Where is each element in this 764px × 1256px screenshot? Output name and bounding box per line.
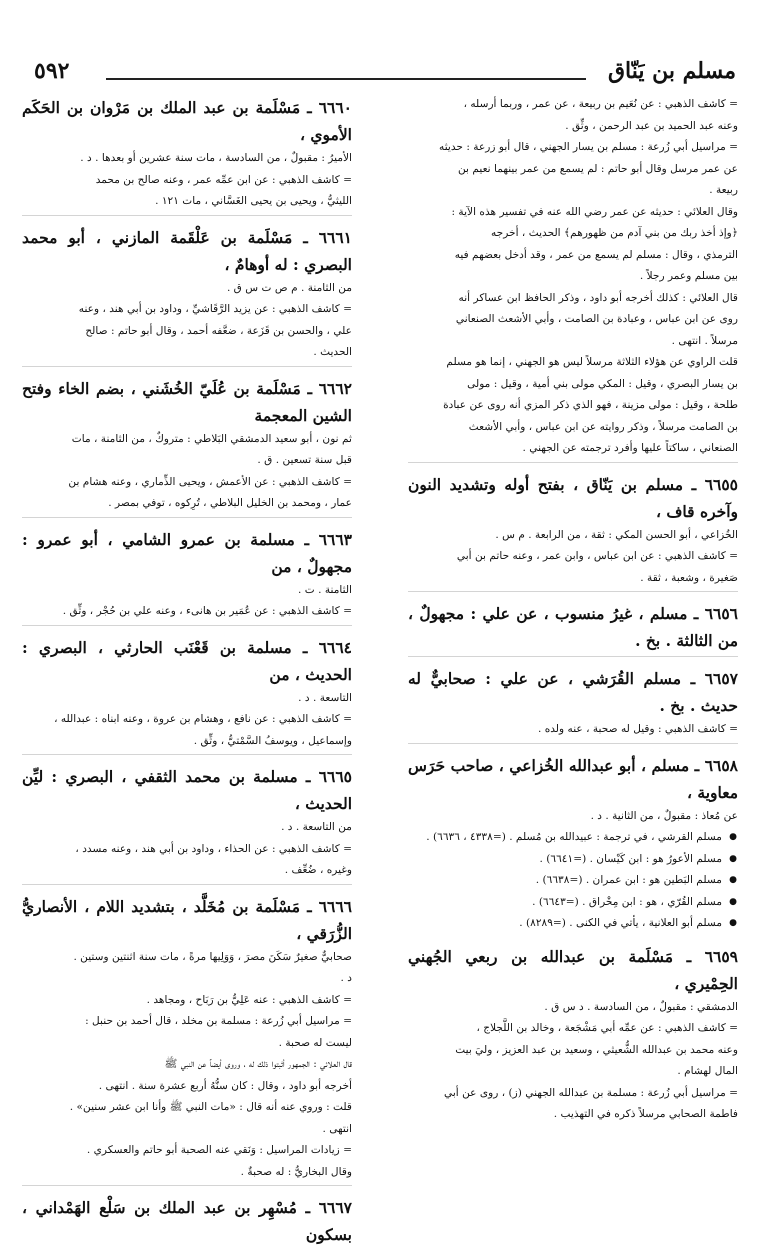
text-line: عن مُعاذ : مقبولٌ ، من الثانية . د . bbox=[590, 809, 738, 822]
kashif-line: = كاشف الذهبي : عن الحذاء ، وداود بن أبي هند ، وعنه مسدد ، bbox=[75, 842, 352, 855]
text-line: وإسماعيل ، ويوسفُ السَّمْتيُّ ، وثِّق . bbox=[22, 731, 352, 756]
entry-heading: ٦٦٦٢ ـ مَسْلَمة بن عُلَيّ الخُشَني ، بضم الخاء وفتح الشين المعجمة bbox=[22, 378, 352, 425]
text-line: ليست له صحبة . bbox=[278, 1036, 352, 1049]
entry-heading: ٦٦٦٠ ـ مَسْلَمة بن عبد الملك بن مَرْوان بن الحَكَم الأموي ، bbox=[22, 98, 352, 144]
text-line: صَغيرة ، وشعبة ، ثقة . bbox=[408, 568, 738, 593]
list-item: ● مسلم الأعورُ هو : ابن كَيْسان . (=٦٦٤١) . bbox=[408, 849, 722, 871]
entry-6663 bbox=[22, 526, 352, 626]
kashif-line: = كاشف الذهبي : عنه عَلِيُّ بن رَبَاح ، ومجاهد . bbox=[146, 993, 352, 1006]
entry-6667 bbox=[22, 1194, 352, 1248]
kashif-line: = كاشف الذهبي : عن عُمَير بن هانىء ، وعنه علي بن حُجْر ، وثِّق . bbox=[22, 601, 352, 626]
text-line: طلحة ، وقيل : مولى مزينة ، فهو الذي ذكر المزي أنه روى عن عبادة bbox=[443, 399, 738, 411]
list-item: ● مسلم القرشي ، في ترجمة : عبيدالله بن مُسلم . (=٤٣٣٨ ، ٦٦٣٦) . bbox=[408, 827, 722, 849]
text-line: الأميرُ : مقبولٌ ، من السادسة ، مات سنة عشرين أو بعدها . د . bbox=[80, 152, 352, 164]
text-line: قال العلائي : كذلك أخرجه أبو داود ، وذكر الحافظ ابن عساكر أنه bbox=[458, 291, 738, 304]
entry-6656 bbox=[408, 600, 738, 657]
text-line: وغيره ، ضُعِّف . bbox=[22, 860, 352, 885]
marasil-line: = مراسيل أبي زُرعة : مسلمة بن عبدالله الجهني (ز) ، روى عن أبي bbox=[444, 1086, 738, 1099]
entry-heading: ٦٦٦٤ ـ مسلمة بن قَعْنَب الحارثي ، البصري : الحديث ، من bbox=[22, 637, 352, 684]
entry-6665 bbox=[22, 763, 352, 885]
text-line: روى عن ابن عباس ، وعبادة بن الصامت ، وأبي الأشعث الصنعاني bbox=[455, 313, 738, 325]
entry-6666 bbox=[22, 893, 352, 1187]
entry-6660 bbox=[22, 94, 352, 216]
entry-heading: ٦٦٥٩ ـ مَسْلَمة بن عبدالله بن ربعي الجُهني الحِمْيري ، bbox=[408, 946, 738, 993]
marasil-line: = مراسيل أبي زُرعة : مسلمة بن مخلد ، قال أحمد بن حنبل : bbox=[85, 1015, 352, 1027]
text-line: قلت : وروي عنه أنه قال : «مات النبي ﷺ وأنا ابن عشر سنين» . bbox=[69, 1101, 352, 1113]
text-line: الدمشقي : مقبولٌ ، من السادسة . د س ق . bbox=[544, 1000, 738, 1013]
text-line: عن عمر مرسل وقال أبو حاتم : لم يسمع من عمر بينهما نعيم بن bbox=[457, 162, 738, 175]
list-item: ● مسلم القُرّي ، هو : ابن مِخْراق . (=٦٦٤٣) . bbox=[408, 892, 722, 914]
entry-heading: ٦٦٦٦ ـ مَسْلَمة بن مُخَلَّد ، بتشديد اللام ، الأنصاريُّ الزُّرَقي ، bbox=[22, 896, 352, 943]
kashif-line: = كاشف الذهبي : عن الأعمش ، ويحيى الذِّماري ، وعنه هشام بن bbox=[68, 475, 352, 488]
alai-line: قال العلائي : الجمهور أثبتوا ذلك له ، وروى أيضاً عن النبي ﷺ bbox=[164, 1058, 352, 1070]
text-line: الترمذي ، وقال : مسلم لم يسمع من عمر ، وقد أدخل بعضهم فيه bbox=[454, 248, 738, 261]
kashif-line: = كاشف الذهبي : عن نُعَيم بن ربيعة ، عن عمر ، وربما أرسله ، bbox=[463, 98, 738, 110]
marasil-line: = مراسيل أبي زُرعة : مسلم بن يسار الجهني ، قال أبو زرعة : حديثه bbox=[439, 141, 738, 153]
text-line: من الثامنة . م ص ت س ق . bbox=[226, 281, 352, 294]
right-column bbox=[408, 94, 738, 1134]
text-line: وعنه عبد الحميد بن عبد الرحمن ، وثِّق . bbox=[565, 119, 738, 132]
page-number: ٥٩٢ bbox=[34, 58, 70, 84]
entry-6659 bbox=[408, 943, 738, 1126]
list-item: ● مسلم أبو العلانية ، يأتي في الكنى . (=٨٢٨٩) . bbox=[408, 913, 722, 935]
text-line: عمار ، ومحمد بن الخليل البلاطي ، تُرِكوه ، توفي بمصر . bbox=[22, 493, 352, 518]
cross-reference-list bbox=[408, 827, 738, 935]
text-line: وعنه محمد بن عبدالله الشُّعيثي ، وسعيد بن عبد العزيز ، وليَ بيت bbox=[455, 1043, 738, 1056]
kashif-line: = كاشف الذهبي : عن عمِّه أبي مَشْجَعة ، وخالد بن اللَّجلاج ، bbox=[476, 1022, 738, 1034]
entry-6664 bbox=[22, 634, 352, 756]
text-line: الصنعاني ، ساكتاً عليها وأفرد ترجمته عن الجهني . bbox=[408, 438, 738, 463]
text-line: الثامنة . ت . bbox=[298, 583, 352, 596]
kashif-line: = كاشف الذهبي : وقيل له صحبة ، عنه ولده . bbox=[408, 719, 738, 744]
entry-heading: ٦٦٦٥ ـ مسلمة بن محمد الثقفي ، البصري : ليِّن الحديث ، bbox=[22, 767, 352, 813]
text-line: الخُزاعي ، أبو الحسن المكي : ثقة ، من الرابعة . م س . bbox=[495, 528, 738, 541]
list-item: ● مسلم البَطين هو : ابن عمران . (=٦٦٣٨) . bbox=[408, 870, 722, 892]
left-column bbox=[22, 94, 352, 1256]
ziyadat-line: = زيادات المراسيل : وَنَقي عنه الصحبة أبو حاتم والعسكري . bbox=[86, 1144, 352, 1156]
entry-heading: ٦٦٦٧ ـ مُسْهِر بن عبد الملك بن سَلْع الهَمْداني ، بسكون bbox=[22, 1198, 352, 1244]
entry-6655 bbox=[408, 471, 738, 593]
alai-line: وقال العلائي : حديثه عن عمر رضي الله عنه في تفسير هذه الآية : bbox=[451, 205, 738, 218]
kashif-line: = كاشف الذهبي : عن ابن عباس ، وابن عمر ، وعنه حاتم بن أبي bbox=[456, 550, 738, 562]
text-line: صحابيٌّ صغيرٌ سَكَنَ مصرَ ، وَوَلِيها مرةً ، مات سنة اثنتين وستين . bbox=[73, 950, 352, 963]
text-line: التاسعة . د . bbox=[298, 691, 352, 704]
page-header bbox=[34, 54, 736, 94]
entry-heading: ٦٦٥٥ ـ مسلم بن يَنّاق ، بفتح أوله وتشديد النون وآخره قاف ، bbox=[408, 474, 738, 521]
text-line: قلت الراوي عن هؤلاء الثلاثة مرسلاً ليس هو الجهني ، إنما هو مسلم bbox=[446, 356, 738, 368]
text-line: فاطمة الصحابي مرسلاً ذكره في التهذيب . bbox=[553, 1108, 738, 1120]
text-line: ثم نون ، أبو سعيد الدمشقي البَلاطي : متروكٌ ، من الثامنة ، مات bbox=[71, 432, 352, 445]
entry-heading: ٦٦٦٣ ـ مسلمة بن عمرو الشامي ، أبو عمرو : مجهولٌ ، من bbox=[22, 529, 352, 576]
entry-6662 bbox=[22, 375, 352, 518]
text-line: ربيعة . bbox=[709, 184, 738, 196]
text-line: المال لهشام . bbox=[677, 1065, 738, 1077]
entry-heading: ٦٦٥٦ ـ مسلم ، غيرُ منسوب ، عن علي : مجهولٌ ، من الثالثة . بخ . bbox=[408, 600, 738, 657]
text-line: بن الصامت مرسلاً ، وذكر روايته عن ابن عباس ، وأبي الأشعث bbox=[468, 420, 738, 433]
text-line: مرسلاً . انتهى . bbox=[671, 334, 738, 347]
entry-heading: ٦٦٦١ ـ مَسْلَمة بن عَلْقَمة المازني ، أبو محمد البصري : له أوهامٌ ، bbox=[22, 227, 352, 274]
kashif-line: = كاشف الذهبي : عن نافع ، وهشام بن عروة ، وعنه ابناه : عبدالله ، bbox=[54, 713, 352, 725]
entry-heading: ٦٦٥٨ ـ مسلم ، أبو عبدالله الخُزاعي ، صاحب حَرَس معاوية ، bbox=[408, 755, 738, 802]
text-line: قبل سنة تسعين . ق . bbox=[257, 454, 352, 466]
text-line: الحديث . bbox=[22, 342, 352, 367]
entry-heading: ٦٦٥٧ ـ مسلم القُرَشي ، عن علي : صحابيٌّ له حديث . بخ . bbox=[408, 669, 738, 715]
header-rule bbox=[106, 78, 586, 80]
entry-6654-continued bbox=[408, 94, 738, 463]
text-line: بن يسار البصري ، وقيل : المكي مولى بني أمية ، وقيل : مولى bbox=[467, 377, 738, 390]
text-line: علي ، والحسن بن قَزَعة ، ضعَّفه أحمد ، وقال أبو حاتم : صالح bbox=[85, 324, 352, 337]
entry-6657 bbox=[408, 665, 738, 744]
kashif-line: = كاشف الذهبي : عن يزيد الرَّقَاشيِّ ، وداود بن أبي هند ، وعنه bbox=[78, 303, 352, 315]
quran-quote-line: ﴿وإذ أخذ ربك من بني آدم من ظهورهم﴾ الحديث ، أخرجه bbox=[490, 227, 738, 239]
text-line: من التاسعة . د . bbox=[281, 821, 352, 833]
text-line: وقال البخاريُّ : له صحبةٌ . bbox=[22, 1162, 352, 1187]
kashif-line: = كاشف الذهبي : عن ابن عمِّه عمر ، وعنه صالح بن محمد bbox=[95, 173, 352, 186]
text-line: أخرجه أبو داود ، وقال : كان سنُّهُ أربع عشرة سنة . انتهى . bbox=[98, 1079, 352, 1092]
text-line: انتهى . bbox=[322, 1122, 352, 1135]
running-title: مسلم بن يَنّاق bbox=[607, 58, 736, 84]
text-line: بين مسلم وعمر رجلاً . bbox=[639, 270, 738, 282]
text-line: الليثيُّ ، ويحيى بن يحيى الغَسَّاني ، مات ١٢١ . bbox=[22, 191, 352, 216]
text-line: د . bbox=[340, 972, 352, 984]
entry-6661 bbox=[22, 224, 352, 367]
entry-6658 bbox=[408, 752, 738, 935]
